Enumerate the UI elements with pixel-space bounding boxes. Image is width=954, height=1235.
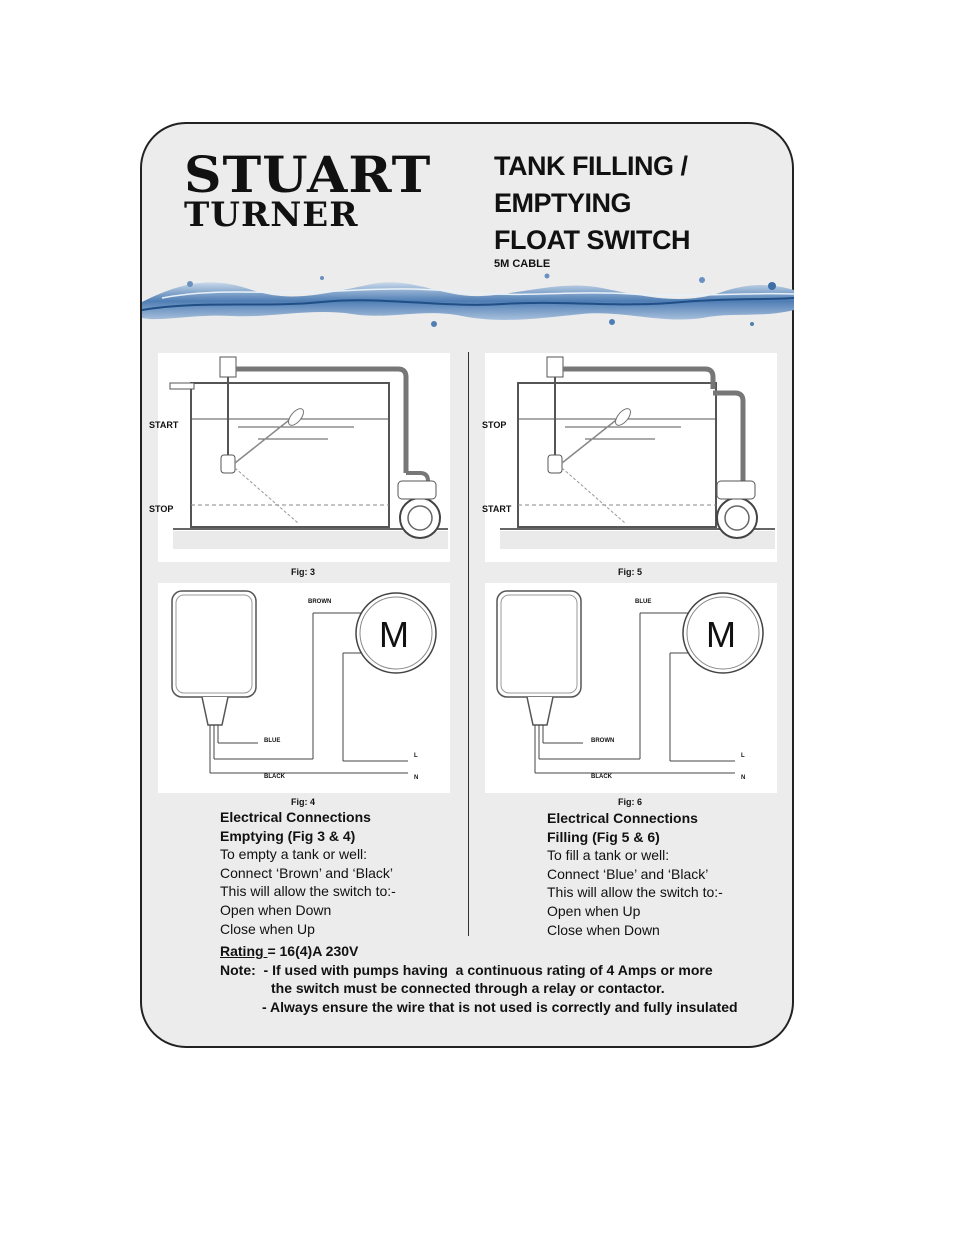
- fig3-stop-label: STOP: [149, 504, 174, 514]
- fig6-wiring-diagram: [485, 583, 777, 793]
- fig4-neutral-label: N: [414, 775, 419, 781]
- fig5-caption: Fig: 5: [618, 567, 642, 577]
- fig4-blue-label: BLUE: [264, 738, 281, 744]
- fig3-start-label: START: [149, 420, 179, 430]
- fig3-caption: Fig: 3: [291, 567, 315, 577]
- filling-heading-2: Filling (Fig 5 & 6): [547, 828, 660, 845]
- fig5-start-label: START: [482, 504, 512, 514]
- filling-line: Connect ‘Blue’ and ‘Black’: [547, 865, 709, 882]
- fig3-tank-diagram: [158, 353, 450, 562]
- rating-label: Rating: [220, 943, 268, 959]
- water-wave-banner: [142, 262, 794, 334]
- fig4-black-label: BLACK: [264, 774, 285, 780]
- title-line-2: EMPTYING: [494, 188, 632, 218]
- emptying-line: Open when Down: [220, 901, 332, 918]
- fig4-brown-label: BROWN: [308, 599, 332, 605]
- rating-value: = 16(4)A 230V: [267, 943, 359, 959]
- fig6-live-label: L: [741, 753, 745, 759]
- fig6-neutral-label: N: [741, 775, 746, 781]
- note-line-1: Note: - If used with pumps having a continuous rating of 4 Amps or more: [220, 961, 713, 978]
- fig6-blue-label: BLUE: [635, 599, 652, 605]
- filling-heading-1: Electrical Connections: [547, 810, 698, 826]
- title-line-1: TANK FILLING /: [494, 151, 688, 181]
- emptying-instructions: [220, 808, 396, 938]
- filling-line: To fill a tank or well:: [547, 847, 670, 864]
- filling-line: Close when Down: [547, 921, 660, 938]
- note-line-2: the switch must be connected through a relay or contactor.: [271, 980, 665, 997]
- rating-and-notes: [220, 942, 738, 1016]
- emptying-heading-1: Electrical Connections: [220, 809, 371, 825]
- note-line-3: - Always ensure the wire that is not used is correctly and fully insulated: [262, 998, 738, 1015]
- title-line-3: FLOAT SWITCH: [494, 225, 690, 255]
- filling-instructions: [547, 809, 723, 939]
- filling-line: Open when Up: [547, 902, 641, 919]
- fig4-motor-label: M: [379, 614, 409, 655]
- emptying-heading-2: Emptying (Fig 3 & 4): [220, 827, 356, 844]
- rating-line: [220, 942, 738, 961]
- fig5-stop-label: STOP: [482, 420, 507, 430]
- fig6-brown-label: BROWN: [591, 738, 615, 744]
- stuart-turner-logo: [184, 146, 432, 235]
- fig4-wiring-diagram: [158, 583, 450, 793]
- emptying-line: Close when Up: [220, 920, 315, 937]
- fig6-caption: Fig: 6: [618, 797, 642, 807]
- emptying-line: Connect ‘Brown’ and ‘Black’: [220, 864, 394, 881]
- cable-subtitle: 5M CABLE: [494, 258, 551, 270]
- fig5-tank-diagram: [485, 353, 777, 562]
- fig4-caption: Fig: 4: [291, 797, 315, 807]
- fig6-motor-label: M: [706, 614, 736, 655]
- logo-line-2: TURNER: [184, 195, 359, 235]
- emptying-line: This will allow the switch to:-: [220, 883, 396, 900]
- logo-line-1: STUART: [184, 146, 432, 205]
- filling-line: This will allow the switch to:-: [547, 884, 723, 901]
- column-divider: [468, 352, 469, 936]
- fig6-black-label: BLACK: [591, 774, 612, 780]
- page-title: [494, 148, 690, 259]
- emptying-line: To empty a tank or well:: [220, 846, 368, 863]
- fig4-live-label: L: [414, 753, 418, 759]
